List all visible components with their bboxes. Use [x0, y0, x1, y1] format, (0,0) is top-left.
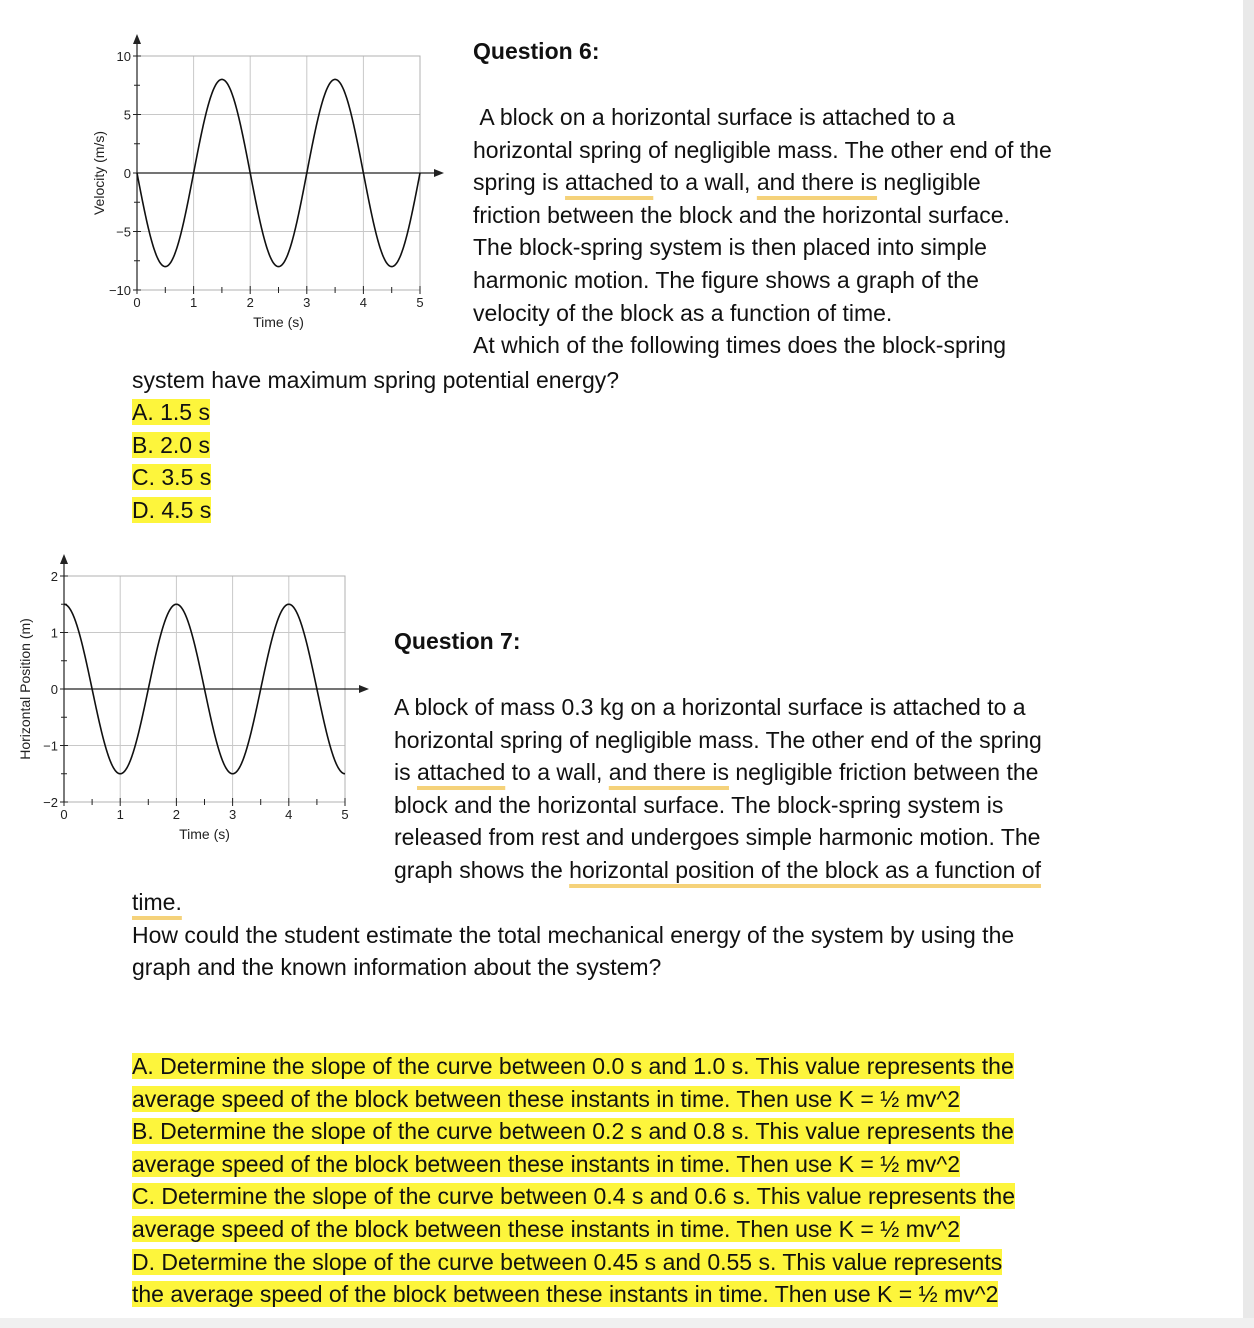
- page-bottom-edge: [0, 1318, 1254, 1328]
- q6-option-a[interactable]: A. 1.5 s: [132, 399, 210, 425]
- q6-line: A block on a horizontal surface is attached to a: [479, 104, 956, 130]
- q7-line: graph shows the horizontal position of the block as a function of: [394, 856, 1041, 883]
- q6-line: harmonic motion. The figure shows a graph of the: [473, 266, 979, 293]
- q7-line: block and the horizontal surface. The block-spring system is: [394, 791, 1004, 818]
- x-tick-label: 4: [359, 295, 368, 310]
- q7-option-a-cont[interactable]: average speed of the block between these instants in time. Then use K = ½ mv^2: [132, 1085, 960, 1112]
- q7-option-c[interactable]: C. Determine the slope of the curve between 0.4 s and 0.6 s. This value represents the: [132, 1183, 1016, 1210]
- x-tick-label: 0: [60, 807, 68, 822]
- x-tick-label: 5: [416, 295, 424, 310]
- q7-line: horizontal spring of negligible mass. The other end of the spring: [394, 726, 1042, 753]
- question-6-options: [132, 396, 211, 526]
- q6-option-d[interactable]: D. 4.5 s: [132, 496, 212, 523]
- y-tick-label: −1: [43, 738, 58, 754]
- y-tick-label: 2: [50, 569, 58, 584]
- x-tick-label: 4: [285, 807, 293, 822]
- q7-option-d[interactable]: D. Determine the slope of the curve between 0.45 s and 0.55 s. This value represents: [132, 1248, 1003, 1275]
- velocity-time-graph: [0, 0, 460, 350]
- q7-option-b-cont[interactable]: average speed of the block between these instants in time. Then use K = ½ mv^2: [132, 1150, 960, 1177]
- x-tick-label: 3: [228, 807, 237, 822]
- q7-line: is attached to a wall, and there is negligible friction between the: [394, 759, 1039, 786]
- y-axis-label: Velocity (m/s): [91, 130, 107, 216]
- y-axis-label: Horizontal Position (m): [17, 618, 33, 760]
- q7-option-d-cont[interactable]: the average speed of the block between these instants in time. Then use K = ½ mv^2: [132, 1281, 999, 1308]
- page-right-edge: [1243, 0, 1254, 1328]
- question-7-text-continued: [132, 886, 1014, 984]
- q7-line: How could the student estimate the total mechanical energy of the system by using the: [132, 921, 1015, 948]
- q7-line: graph and the known information about the system?: [132, 954, 662, 981]
- x-tick-label: 5: [341, 807, 349, 822]
- q7-line: time.: [132, 889, 182, 915]
- y-tick-label: −2: [43, 795, 58, 810]
- q6-line: system have maximum spring potential energy?: [132, 367, 620, 393]
- y-tick-label: 1: [50, 625, 58, 641]
- q6-option-c[interactable]: C. 3.5 s: [132, 464, 212, 491]
- question-7-title: Question 7:: [394, 628, 521, 654]
- x-tick-label: 2: [172, 807, 181, 822]
- x-axis-label: Time (s): [179, 826, 230, 842]
- q7-option-b[interactable]: B. Determine the slope of the curve between 0.2 s and 0.8 s. This value represents the: [132, 1118, 1014, 1145]
- x-tick-label: 1: [116, 807, 124, 822]
- q6-line: friction between the block and the horizontal surface.: [473, 201, 1010, 228]
- question-7-text: [394, 691, 1042, 887]
- y-tick-label: −10: [108, 283, 131, 298]
- q6-option-b[interactable]: B. 2.0 s: [132, 431, 210, 458]
- q7-option-a[interactable]: A. Determine the slope of the curve between 0.0 s and 1.0 s. This value represents the: [132, 1053, 1014, 1079]
- q6-line: velocity of the block as a function of time.: [473, 299, 893, 326]
- y-axis-arrow: [133, 34, 141, 44]
- y-tick-label: −5: [116, 224, 131, 240]
- question-6-title: Question 6:: [473, 38, 600, 64]
- y-tick-label: 10: [116, 49, 131, 64]
- y-tick-label: 0: [123, 166, 131, 181]
- x-axis-label: Time (s): [253, 314, 304, 330]
- q6-line: spring is attached to a wall, and there is negligible: [473, 169, 981, 196]
- position-time-graph: [0, 540, 400, 880]
- y-tick-label: 0: [50, 682, 58, 697]
- x-tick-label: 3: [303, 295, 311, 310]
- question-6-text-continued: [132, 364, 619, 397]
- q7-line: released from rest and undergoes simple harmonic motion. The: [394, 824, 1041, 851]
- x-tick-label: 1: [189, 295, 198, 310]
- question-7-options: [132, 1050, 1015, 1311]
- q6-line: horizontal spring of negligible mass. The other end of the: [473, 136, 1052, 163]
- q6-line: The block-spring system is then placed into simple: [473, 234, 987, 261]
- x-axis-arrow: [359, 685, 369, 693]
- q7-option-c-cont[interactable]: average speed of the block between these instants in time. Then use K = ½ mv^2: [132, 1215, 960, 1242]
- q6-line: At which of the following times does the block-spring: [473, 332, 1007, 359]
- x-tick-label: 0: [133, 295, 141, 310]
- x-tick-label: 2: [246, 295, 254, 310]
- y-tick-label: 5: [123, 107, 131, 123]
- q7-line: A block of mass 0.3 kg on a horizontal surface is attached to a: [394, 694, 1026, 720]
- question-6-text: [473, 101, 1052, 362]
- x-axis-arrow: [434, 169, 444, 177]
- y-axis-arrow: [60, 554, 68, 564]
